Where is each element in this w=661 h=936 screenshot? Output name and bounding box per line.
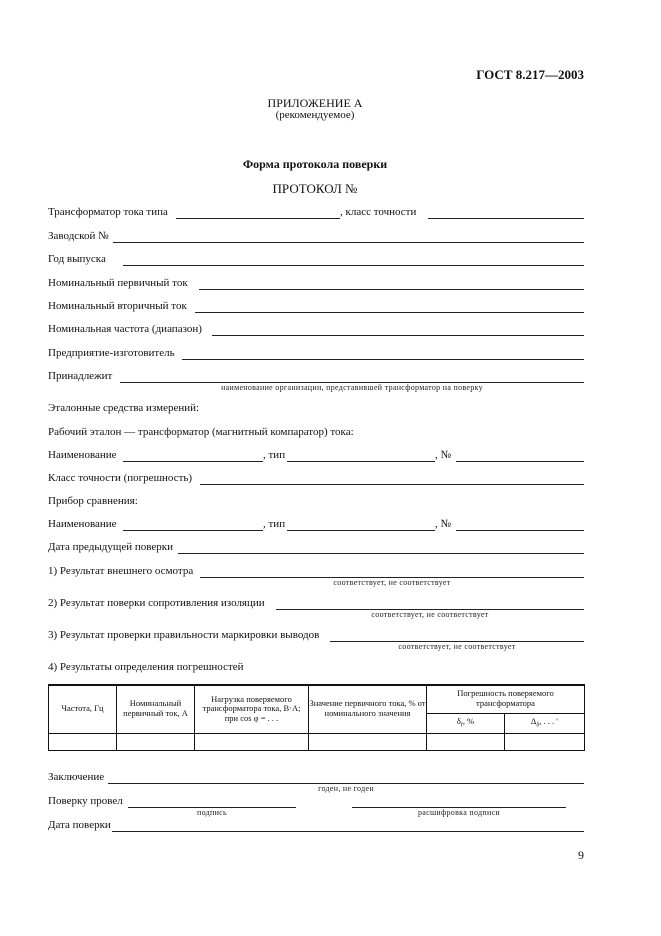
delta-f-unit: , % bbox=[462, 715, 475, 726]
label-verified-by: Поверку провел bbox=[48, 795, 123, 807]
hint-signature-decoding: расшифровка подписи bbox=[417, 808, 501, 817]
field-serial-no[interactable] bbox=[113, 242, 584, 243]
protocol-title: ПРОТОКОЛ № bbox=[272, 181, 358, 196]
field-name-1[interactable] bbox=[123, 461, 263, 462]
label-accuracy-class: , класс точности bbox=[340, 206, 417, 218]
field-transformer-type[interactable] bbox=[176, 218, 340, 219]
hint-result-3: соответствует, не соответствует bbox=[398, 642, 516, 651]
field-secondary-current[interactable] bbox=[195, 312, 584, 313]
col-frequency: Частота, Гц bbox=[49, 685, 117, 733]
label-result-2: 2) Результат поверки сопротивления изоляции bbox=[48, 597, 265, 609]
cell-frequency[interactable] bbox=[49, 733, 117, 750]
label-result-1: 1) Результат внешнего осмотра bbox=[48, 565, 194, 577]
label-year: Год выпуска bbox=[48, 253, 106, 265]
field-manufacturer[interactable] bbox=[182, 359, 584, 360]
label-no-2: , № bbox=[435, 518, 451, 530]
label-prev-date: Дата предыдущей поверки bbox=[48, 541, 174, 553]
label-accuracy-error: Класс точности (погрешность) bbox=[48, 472, 193, 484]
label-type-1: , тип bbox=[263, 449, 286, 461]
field-type-1[interactable] bbox=[287, 461, 435, 462]
label-reference-means: Эталонные средства измерений: bbox=[48, 402, 200, 414]
label-primary-current: Номинальный первичный ток bbox=[48, 277, 188, 289]
standard-header: ГОСТ 8.217—2003 bbox=[476, 67, 584, 82]
field-verification-date[interactable] bbox=[112, 831, 584, 832]
label-name-1: Наименование bbox=[48, 449, 117, 461]
field-accuracy-class[interactable] bbox=[428, 218, 584, 219]
cell-primary-value[interactable] bbox=[309, 733, 427, 750]
errors-table bbox=[48, 684, 585, 751]
label-working-standard: Рабочий эталон — трансформатор (магнитный компаратор) тока: bbox=[48, 426, 354, 438]
label-frequency: Номинальная частота (диапазон) bbox=[48, 323, 202, 335]
delta-f-index: f bbox=[460, 722, 463, 729]
label-name-2: Наименование bbox=[48, 518, 117, 530]
cell-delta-f[interactable] bbox=[427, 733, 505, 750]
delta-phase-index: δ bbox=[536, 722, 540, 729]
hint-owner: наименование организации, представившей трансформатор на поверку bbox=[221, 383, 483, 392]
delta-phase-symbol: Δ bbox=[530, 715, 537, 726]
col-primary-value: Значение первичного тока, % от номинального значения bbox=[309, 685, 427, 733]
field-name-2[interactable] bbox=[123, 530, 263, 531]
cell-delta-phase[interactable] bbox=[505, 733, 585, 750]
field-year[interactable] bbox=[123, 265, 584, 266]
appendix-subtitle: (рекомендуемое) bbox=[275, 109, 355, 121]
label-manufacturer: Предприятие-изготовитель bbox=[48, 347, 175, 359]
label-result-4: 4) Результаты определения погрешностей bbox=[48, 661, 244, 673]
field-no-2[interactable] bbox=[456, 530, 584, 531]
col-error: Погрешность поверяемого трансформатора bbox=[427, 685, 585, 713]
field-accuracy-error[interactable] bbox=[200, 484, 584, 485]
label-verification-date: Дата поверки bbox=[48, 819, 111, 831]
label-transformer-type: Трансформатор тока типа bbox=[48, 206, 168, 218]
hint-result-1: соответствует, не соответствует bbox=[333, 578, 451, 587]
form-title: Форма протокола поверки bbox=[242, 157, 388, 171]
label-type-2: , тип bbox=[263, 518, 286, 530]
hint-signature: подпись bbox=[197, 808, 227, 817]
field-type-2[interactable] bbox=[287, 530, 435, 531]
field-prev-date[interactable] bbox=[178, 553, 584, 554]
col-primary-current: Номинальный первичный ток, А bbox=[117, 685, 195, 733]
subcol-delta-phase bbox=[505, 713, 585, 733]
page-number: 9 bbox=[578, 848, 584, 862]
hint-conclusion: годен, не годен bbox=[318, 784, 374, 793]
cell-load[interactable] bbox=[195, 733, 309, 750]
label-serial-no: Заводской № bbox=[48, 230, 109, 242]
col-load: Нагрузка поверяемого трансформатора тока, В·А; при cos φ = . . . bbox=[195, 685, 309, 733]
label-owner: Принадлежит bbox=[48, 370, 113, 382]
label-comparison-device: Прибор сравнения: bbox=[48, 495, 138, 507]
hint-result-2: соответствует, не соответствует bbox=[371, 610, 489, 619]
label-secondary-current: Номинальный вторичный ток bbox=[48, 300, 187, 312]
label-no-1: , № bbox=[435, 449, 451, 461]
label-conclusion: Заключение bbox=[48, 771, 105, 783]
subcol-delta-f bbox=[427, 713, 505, 733]
appendix-title: ПРИЛОЖЕНИЕ А bbox=[267, 96, 363, 110]
field-no-1[interactable] bbox=[456, 461, 584, 462]
delta-f-symbol: δ bbox=[456, 715, 461, 726]
field-frequency[interactable] bbox=[212, 335, 584, 336]
field-primary-current[interactable] bbox=[199, 289, 584, 290]
cell-primary-current[interactable] bbox=[117, 733, 195, 750]
delta-phase-unit: , . . . ′ bbox=[539, 715, 559, 726]
label-result-3: 3) Результат проверки правильности маркировки выводов bbox=[48, 629, 320, 641]
